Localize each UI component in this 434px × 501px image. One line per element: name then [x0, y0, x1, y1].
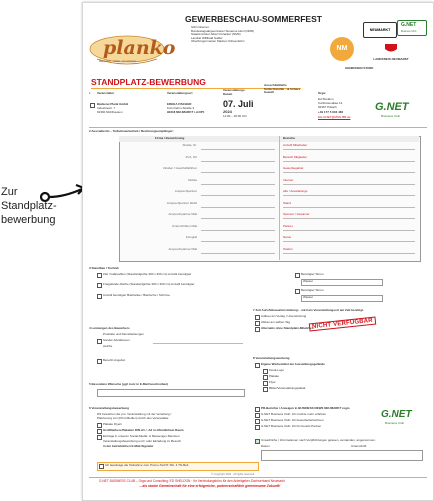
special-input[interactable]	[153, 343, 243, 344]
applicant-row-right-input[interactable]	[283, 218, 415, 219]
section-2-title: 2 Aussteller/in – Teilnehmerbetrieb / Rechnungsempfänger:	[89, 129, 174, 133]
applicant-row-label: Ansprechpartner Mail	[168, 246, 197, 251]
gnet-bottom-sub: Business Club	[385, 421, 405, 425]
gnet-logo-bottom	[379, 409, 425, 431]
applicant-row-label: PLZ, Ort	[185, 154, 197, 159]
power-label-2: Benötigter Strom	[301, 288, 324, 292]
patron-line: Staatsminister Albert Füracker (NMS)	[191, 32, 241, 37]
outdoor-checkbox[interactable]	[97, 283, 102, 288]
applicant-row-label: Inhaber / Geschäftsführer	[162, 166, 197, 170]
applicant-row-input[interactable]	[201, 161, 275, 162]
applicant-row-right-input[interactable]	[283, 172, 415, 173]
own-ads-label: Eigene Werbemittel am Ausstellungsgelände	[261, 362, 325, 366]
applicant-row-right: Internet	[283, 177, 294, 182]
gnet-info-label: G.NET Business Club: Ich möchte mehr erfahren	[261, 412, 327, 416]
applicant-row-label: Fotograf	[185, 235, 197, 239]
footer-bar	[89, 477, 427, 478]
applicant-row-input[interactable]	[201, 241, 275, 242]
logo-tagline: Bäckerei · Café · Konditorei	[99, 59, 136, 63]
gnet-header-text: G.NET	[375, 101, 409, 113]
patrons-block	[191, 26, 254, 44]
flyer-checkbox[interactable]	[263, 381, 268, 386]
event-date: 07. Juli	[223, 99, 254, 109]
applicant-row-input[interactable]	[201, 253, 275, 254]
applicant-row-right-input[interactable]	[283, 230, 415, 231]
applicant-row-right: Name	[283, 235, 292, 239]
posters-checkbox[interactable]	[263, 375, 268, 380]
water-label-2: Wasser	[303, 295, 314, 299]
power-input[interactable]	[301, 279, 383, 286]
col-organizer: Veranstalter	[97, 91, 115, 95]
gnet-logo-header	[373, 101, 423, 125]
promo-line: Einträge in unseren Social-Media- & Messenger-Diensten	[103, 434, 180, 438]
social-checkbox[interactable]	[97, 435, 102, 440]
promo-tariff-checkbox[interactable]	[99, 464, 104, 469]
organizer-checkbox[interactable]	[90, 103, 95, 108]
section-4-title: 4 Leistungen des Bewerbers	[89, 326, 130, 330]
nm-badge: NM	[330, 37, 354, 61]
plank-logo	[89, 29, 176, 69]
promo-line: in der betrieblichen E-Mail-Signatur	[103, 444, 154, 448]
applicant-row-input[interactable]	[201, 230, 275, 231]
logo-text: planko	[103, 37, 176, 59]
kiosk-checkbox[interactable]	[263, 369, 268, 374]
gnet-apply-checkbox[interactable]	[255, 419, 260, 424]
section-7-title: 7 Zeit Auf-/Abbauunterstützung: - wird am Veranstaltungsort am Zelt benötigt.	[253, 308, 364, 312]
wishes-input[interactable]	[97, 389, 245, 397]
pr-checkbox[interactable]	[255, 407, 260, 412]
section-5-title: 5 Besondere Wünsche (ggf. kurz in E-Mail beschreiben)	[89, 382, 169, 386]
applicant-row-right-input[interactable]	[283, 149, 415, 150]
orga-line: Kurfürstenallee 14	[318, 101, 343, 105]
tent-checkbox[interactable]	[97, 273, 102, 278]
applicant-row-label: Unterschriften Mail	[171, 223, 197, 228]
alternative-checkbox[interactable]	[255, 327, 260, 332]
date-label: Datum	[261, 444, 270, 448]
section-3-title: 3 Standbau / Technik	[89, 266, 119, 270]
benefit-label: Benefiz-Angebot	[103, 358, 126, 362]
promo-line: Wir bewerben die pro. Veranstaltung mit der Verteilung /	[97, 412, 172, 416]
footer-line-2: …als starke Gemeinschaft für eine erfolgreiche, partnerschaftlich gemeinsame Zukunft!	[139, 484, 281, 488]
landkreis-text: LANDKREIS NEUMARKT	[373, 57, 409, 61]
tent-option: Zelt / Faltpavillon (Standardgröße 300 x 300 cm) Anzahl benötigter	[103, 272, 192, 276]
section-divider	[89, 127, 427, 128]
applicant-row-input[interactable]	[201, 218, 275, 219]
col-sponsor: Veranstaltungsort	[167, 91, 193, 95]
col-contact: Ausschließliche Schlichtsteller - & höhere Gewalt	[264, 83, 301, 95]
application-form-page	[82, 2, 434, 501]
kiosk-label: Kiosk-Logo	[269, 368, 285, 372]
own-ads-checkbox[interactable]	[255, 363, 260, 368]
posters-label: Plakate	[269, 374, 280, 378]
applicant-row-right: Partner	[283, 223, 293, 228]
orga-mail[interactable]: EH-GNET@MSN-BB.de	[318, 115, 351, 119]
promo-tariff-label: Ich beantrage die Teilnahme zum Promo-Tarif 8: Pkt. 4 TN-Beit.	[105, 463, 190, 467]
orga-phone: +49 177 5 903 482	[318, 110, 344, 114]
confirm-checkbox[interactable]	[255, 439, 260, 444]
applicant-row-label: Ansprechpartner Mobil	[166, 200, 197, 205]
power-checkbox-2[interactable]	[295, 289, 300, 294]
alternative-option: Alternativ ohne Standplatz-Mitwirken	[261, 326, 314, 330]
sponsor-line: Kurt-Oehm-Straße 3	[167, 106, 195, 110]
patron-line: Oberbürgermeister Markus Ochsenkühn	[191, 39, 245, 44]
neumarkt-logo: NEUMARKT	[363, 22, 397, 38]
applicant-row-input[interactable]	[201, 184, 275, 185]
applicant-row-input[interactable]	[201, 172, 275, 173]
special-checkbox[interactable]	[97, 339, 102, 344]
unavailable-stamp: NICHT VERFÜGBAR	[309, 317, 376, 332]
gnet-logo-top	[397, 20, 427, 36]
water-input[interactable]	[301, 295, 383, 302]
teardown-checkbox[interactable]	[255, 321, 260, 326]
applicant-row-label: Mobile	[188, 177, 197, 182]
benefit-checkbox[interactable]	[97, 359, 102, 364]
images-label: Bilder/Veranstaltungsplakat	[269, 386, 306, 390]
signature-label: Unterschrift	[351, 444, 367, 448]
promo-line: Plakate Flyern	[103, 422, 123, 426]
row-number: 1	[89, 91, 91, 95]
applicant-row-right-input[interactable]	[283, 161, 415, 162]
event-time: 11:00 – 18:00 Uhr	[223, 114, 247, 118]
gnet-header-sub: Business Club	[381, 114, 401, 118]
applicant-row-right-input[interactable]	[283, 253, 415, 254]
products-label: Produkte und Dienstleistungen	[103, 332, 144, 336]
gnet-partner-label: G.NET Business Club: Ich bin bereits Partner	[261, 424, 322, 428]
organizer-line: Industriestr. 7	[97, 106, 116, 110]
pr-label: PR-Berichte / Anzeigen in BUSINESS NEWS NEUMARKT regio	[261, 406, 350, 410]
applicant-row-input[interactable]	[201, 207, 275, 208]
applicant-row-right-input[interactable]	[283, 195, 415, 196]
gnet-logo-sub: Business Club	[401, 30, 417, 33]
landkreis-logo	[371, 40, 411, 60]
power-checkbox[interactable]	[295, 273, 300, 278]
copyright: © Copyright 2024 · All rights reserved.	[211, 473, 255, 476]
posters-promo-checkbox[interactable]	[97, 423, 102, 428]
power-label: Benötigter Strom	[301, 272, 324, 276]
footer-line-1: G.NET BUSINESS CLUB – Orga und Consulting: ED SHELDON · Ihr Verbindungsbüro für den Arbeitgeber-Dachverband Neumarkt	[99, 479, 285, 483]
col-branch: Branche	[283, 136, 296, 140]
applicant-row-input[interactable]	[201, 149, 275, 150]
col-orga: Orga:	[318, 91, 327, 95]
applicant-row-right: Alle / Ausstellungs	[283, 189, 308, 193]
applicant-row-right: Bereich Mitglieder	[283, 154, 308, 159]
section-6-title: 6 Veranstaltungsbewerbung	[89, 406, 130, 410]
benches-checkbox[interactable]	[97, 294, 102, 299]
gnet-apply-label: G.NET Business Club: Ich bewerbe/teilnehmen	[261, 418, 324, 422]
applicant-row-right-input[interactable]	[283, 184, 415, 185]
geniessen-logo: GENIESSEN STARK	[345, 66, 374, 70]
gnet-bottom-text: G.NET	[381, 409, 412, 420]
col-firm: Firma / Bezeichnung	[155, 136, 185, 140]
special-label: Sonder-Attraktionen	[103, 338, 130, 342]
section-8-title: 8 Veranstaltungswerbung	[253, 356, 290, 360]
flyer-label: Flyer	[269, 380, 276, 384]
crest-icon	[384, 43, 398, 53]
promo-line: Großflächen-Plakaten DIN-A1 / -A2 in öffentlichem Raum	[103, 428, 184, 432]
large-posters-checkbox[interactable]	[97, 429, 102, 434]
organizer-line: Bäckerei Plank GmbH	[97, 102, 129, 106]
gnet-info-checkbox[interactable]	[255, 413, 260, 418]
applicant-row-right: Anzahl Mitarbeiter	[283, 143, 308, 147]
form-title: STANDPLATZ-BEWERBUNG	[91, 77, 206, 87]
patron-line: Landrat Willibald Gailler	[191, 35, 223, 40]
col-date: Veranstaltungs- Datum	[223, 88, 246, 96]
promo-line: Platzierung von (Print-Medien) durch den Veranstalter.	[97, 416, 170, 420]
orga-line: 92367 Pilsach	[318, 105, 337, 109]
applicant-row-right-input[interactable]	[283, 207, 415, 208]
signature-field[interactable]	[261, 450, 423, 461]
arrow-right-icon	[40, 182, 88, 208]
applicant-row-right: Telefon	[283, 246, 293, 251]
images-checkbox[interactable]	[263, 387, 268, 392]
confirm-label: Unsachliche / Informationen nach Verpflichtungen gelesen, verstanden, angenommen.	[261, 438, 376, 442]
which-label: welche	[103, 344, 113, 348]
page-title: GEWERBESCHAU-SOMMERFEST	[185, 14, 322, 24]
sponsor-line: EDEKA FISCHER	[167, 102, 192, 106]
applicant-row-label: Ansprechpartner	[174, 189, 197, 193]
patron-line: Schirmherren	[191, 25, 210, 29]
applicant-row-right-input[interactable]	[283, 241, 415, 242]
applicant-row-label: Ansprechpartner Mail	[168, 212, 197, 216]
sponsor-line: 92318 NEUMARKT i.d.OPf.	[167, 110, 205, 114]
gnet-partner-checkbox[interactable]	[255, 425, 260, 430]
applicant-row-right: Sponsor / Gewinner	[283, 212, 310, 216]
water-label: Wasser	[303, 279, 314, 283]
applicant-row-right: Stand	[283, 200, 291, 205]
setup-option: Aufbau am Vortag / Unterstützung	[261, 314, 307, 318]
applicant-row-input[interactable]	[201, 195, 275, 196]
orga-line: Ed Sheldon	[318, 97, 334, 101]
gnet-logo-text: G.NET	[401, 22, 417, 28]
outdoor-option: Freigelände Fläche (Standardgröße 300 x 300 cm) Anzahl benötigter	[103, 282, 195, 286]
applicant-row-label: Straße, Nr.	[182, 143, 197, 147]
table-divider	[279, 136, 280, 260]
organizer-line: 92360 Mühlhausen	[97, 110, 123, 114]
event-year: 2024	[223, 109, 232, 114]
patron-line: Bundestagsabgeordneter Susanne Hierl (NMR)	[191, 28, 255, 33]
teardown-option: Abbau am selben Tag	[261, 320, 290, 324]
applicant-row-right: Gewerbegebiet	[283, 166, 304, 170]
setup-checkbox[interactable]	[255, 315, 260, 320]
side-label: Zur Standplatz-bewerbung	[1, 186, 57, 226]
benches-option: Anzahl benötigter Bierbänke / Biertische / Schirme	[103, 293, 170, 297]
promo-line: Veranstaltungsbewerbung und / oder Einladung zu Besuch	[103, 439, 182, 443]
